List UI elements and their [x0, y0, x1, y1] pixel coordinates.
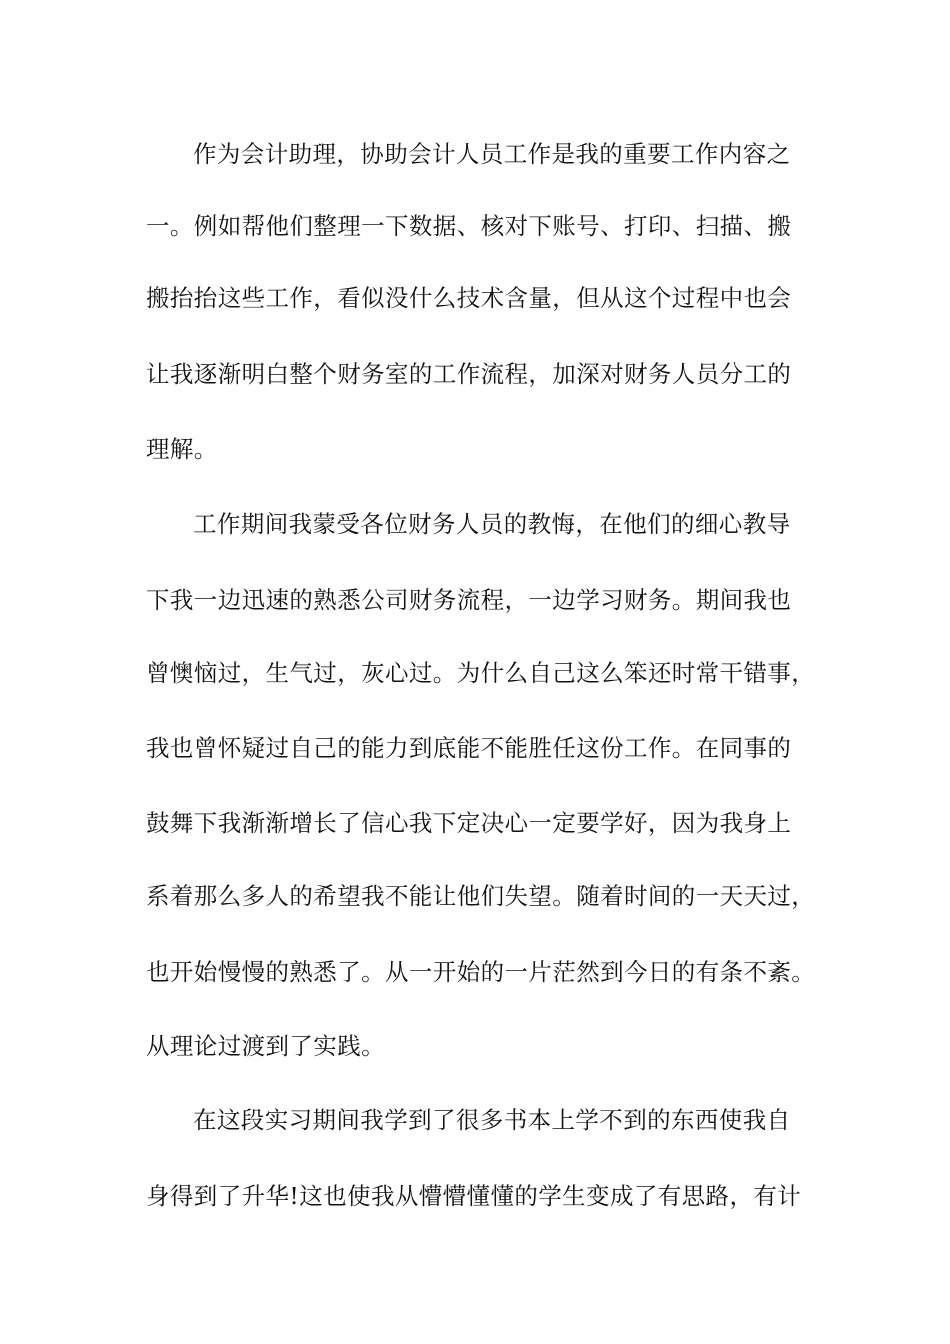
paragraph-2-line-7: 也开始慢慢的熟悉了。从一开始的一片茫然到今日的有条不紊。	[146, 958, 816, 986]
paragraph-2-line-6: 系着那么多人的希望我不能让他们失望。随着时间的一天天过，	[146, 882, 816, 910]
paragraph-1-line-2: 一。例如帮他们整理一下数据、核对下账号、打印、扫描、搬	[146, 212, 792, 240]
paragraph-3-line-1: 在这段实习期间我学到了很多书本上学不到的东西使我自	[193, 1106, 791, 1134]
paragraph-2-line-3: 曾懊恼过，生气过，灰心过。为什么自己这么笨还时常干错事，	[146, 659, 816, 687]
paragraph-2-line-4: 我也曾怀疑过自己的能力到底能不能胜任这份工作。在同事的	[146, 734, 792, 762]
paragraph-1-line-3: 搬抬抬这些工作，看似没什么技术含量，但从这个过程中也会	[146, 284, 792, 312]
paragraph-3-line-2: 身得到了升华!这也使我从懵懵懂懂的学生变成了有思路，有计	[146, 1182, 802, 1210]
paragraph-1-line-4: 让我逐渐明白整个财务室的工作流程，加深对财务人员分工的	[146, 360, 792, 388]
paragraph-2-line-5: 鼓舞下我渐渐增长了信心我下定决心一定要学好，因为我身上	[146, 809, 792, 837]
paragraph-2-line-1: 工作期间我蒙受各位财务人员的教悔，在他们的细心教导	[193, 510, 791, 538]
paragraph-2-line-8: 从理论过渡到了实践。	[146, 1032, 385, 1060]
paragraph-2-line-2: 下我一边迅速的熟悉公司财务流程，一边学习财务。期间我也	[146, 586, 792, 614]
paragraph-1-line-1: 作为会计助理，协助会计人员工作是我的重要工作内容之	[193, 140, 791, 168]
paragraph-1-line-5: 理解。	[146, 435, 218, 463]
